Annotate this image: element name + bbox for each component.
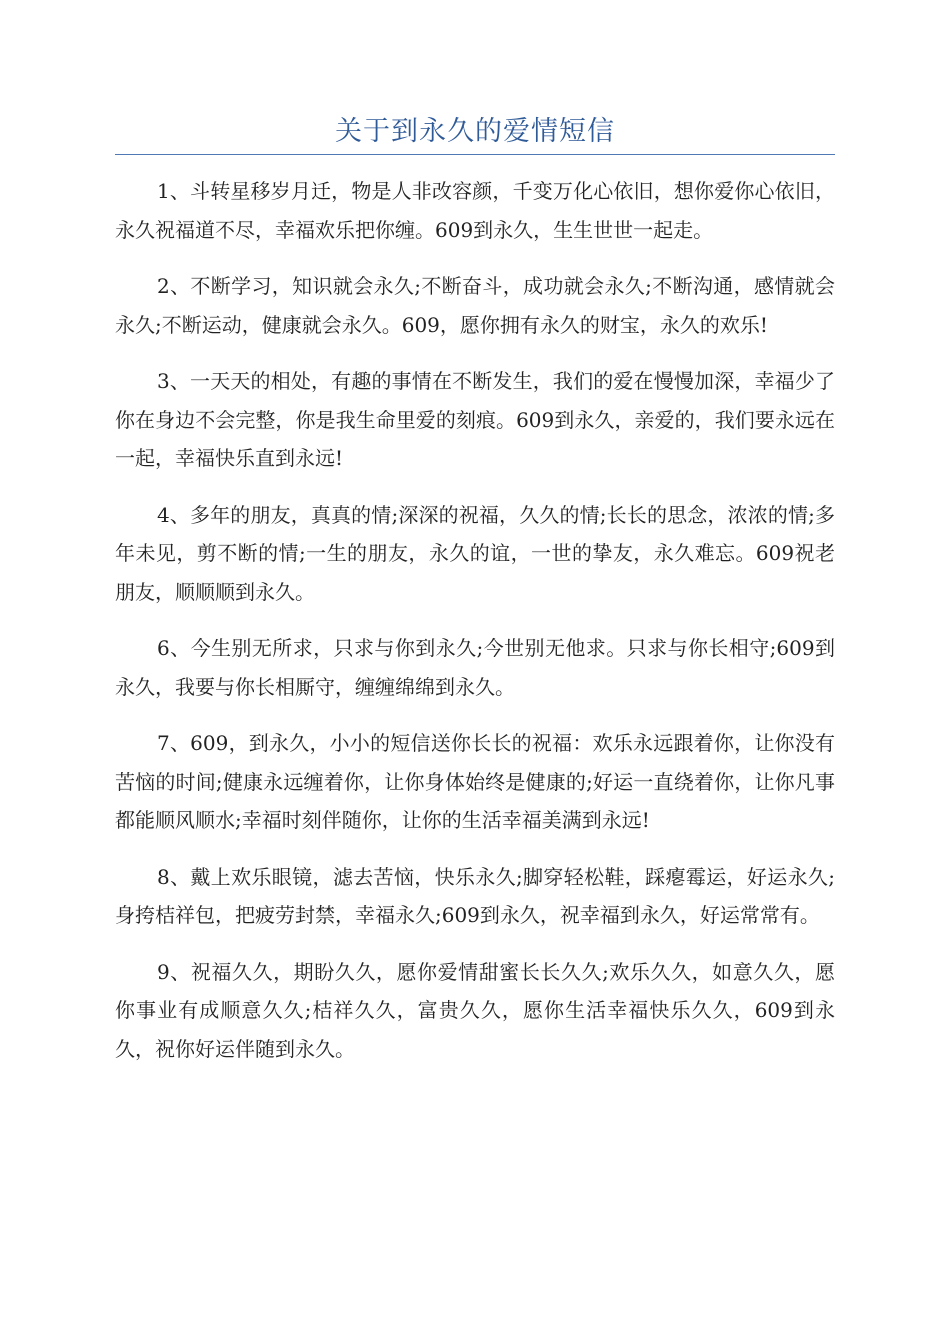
document-body	[115, 172, 835, 1086]
paragraph: 1、斗转星移岁月迁，物是人非改容颜，千变万化心依旧，想你爱你心依旧，永久祝福道不尽，幸福欢乐把你缠。609到永久，生生世世一起走。	[115, 179, 835, 242]
title-underline	[115, 154, 835, 155]
paragraph: 6、今生别无所求，只求与你到永久;今世别无他求。只求与你长相守;609到永久，我要与你长相厮守，缠缠绵绵到永久。	[115, 636, 835, 699]
paragraph: 7、609，到永久，小小的短信送你长长的祝福：欢乐永远跟着你，让你没有苦恼的时间;健康永远缠着你，让你身体始终是健康的;好运一直绕着你，让你凡事都能顺风顺水;幸福时刻伴随你，让你的生活幸福美满到永远!	[115, 731, 835, 832]
paragraph: 4、多年的朋友，真真的情;深深的祝福，久久的情;长长的思念，浓浓的情;多年未见，剪不断的情;一生的朋友，永久的谊，一世的挚友，永久难忘。609祝老朋友，顺顺顺到永久。	[115, 502, 835, 604]
paragraph: 3、一天天的相处，有趣的事情在不断发生，我们的爱在慢慢加深，幸福少了你在身边不会完整，你是我生命里爱的刻痕。609到永久，亲爱的，我们要永远在一起，幸福快乐直到永远!	[115, 369, 835, 470]
paragraph: 9、祝福久久，期盼久久，愿你爱情甜蜜长长久久;欢乐久久，如意久久，愿你事业有成顺意久久;桔祥久久，富贵久久，愿你生活幸福快乐久久，609到永久，祝你好运伴随到永久。	[115, 959, 835, 1061]
paragraph: 8、戴上欢乐眼镜，滤去苦恼，快乐永久;脚穿轻松鞋，踩瘪霉运，好运永久;身挎桔祥包，把疲劳封禁，幸福永久;609到永久，祝幸福到永久，好运常常有。	[115, 864, 835, 927]
paragraph: 2、不断学习，知识就会永久;不断奋斗，成功就会永久;不断沟通，感情就会永久;不断运动，健康就会永久。609，愿你拥有永久的财宝，永久的欢乐!	[115, 274, 835, 337]
page-title: 关于到永久的爱情短信	[335, 116, 615, 147]
